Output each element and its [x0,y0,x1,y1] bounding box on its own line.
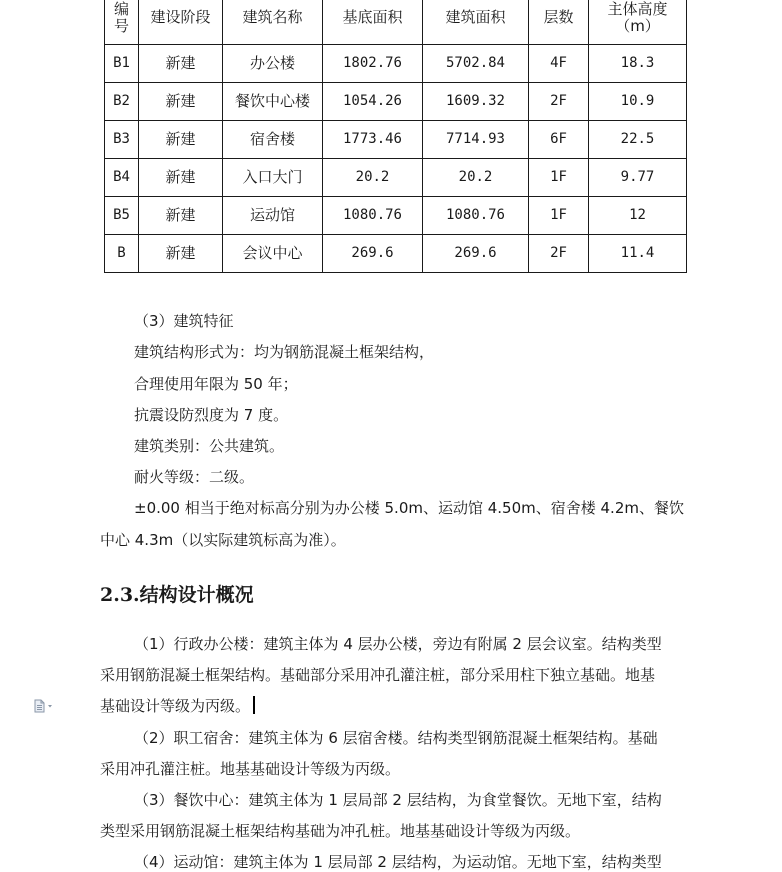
paragraph-line [100,696,255,716]
features-line: 建筑类别：公共建筑。 [134,437,285,455]
cell-id: B1 [105,45,139,83]
header-id-top: 编 [113,0,129,18]
table-row [105,83,687,121]
cell-stage: 新建 [139,121,223,159]
cell-height: 11.4 [589,235,687,273]
building-table [104,0,687,273]
cell-base-area: 1080.76 [323,197,423,235]
table-row [105,121,687,159]
paragraph-line: 类型采用钢筋混凝土框架结构基础为冲孔桩。地基基础设计等级为丙级。 [100,822,581,840]
paste-options-button[interactable] [33,698,55,712]
table-row [105,159,687,197]
cell-stage: 新建 [139,197,223,235]
header-id-bottom: 号 [113,16,129,35]
cell-base-area: 1054.26 [323,83,423,121]
cell-floors: 1F [529,197,589,235]
cell-base-area: 1802.76 [323,45,423,83]
cell-floors: 4F [529,45,589,83]
cell-floors: 2F [529,235,589,273]
cell-name: 宿舍楼 [223,121,323,159]
table-row [105,235,687,273]
cell-floor-area: 1609.32 [423,83,529,121]
section-heading: 2.3.结构设计概况 [100,584,254,606]
header-height-bottom: （m） [615,16,660,35]
cell-id: B2 [105,83,139,121]
cell-height: 9.77 [589,159,687,197]
cell-height: 18.3 [589,45,687,83]
paragraph-line: （2）职工宿舍：建筑主体为 6 层宿舍楼。结构类型钢筋混凝土框架结构。基础 [134,729,658,747]
features-subtitle: （3）建筑特征 [134,312,234,330]
cell-floor-area: 20.2 [423,159,529,197]
header-name: 建筑名称 [223,0,323,45]
cell-name: 运动馆 [223,197,323,235]
features-line: 建筑结构形式为：均为钢筋混凝土框架结构， [134,343,435,361]
paragraph-line: （4）运动馆：建筑主体为 1 层局部 2 层结构，为运动馆。无地下室，结构类型 [134,853,662,871]
cell-base-area: 269.6 [323,235,423,273]
header-floor-area: 建筑面积 [423,0,529,45]
document-icon [33,699,55,713]
cell-name: 餐饮中心楼 [223,83,323,121]
cell-stage: 新建 [139,159,223,197]
cell-stage: 新建 [139,235,223,273]
cell-height: 10.9 [589,83,687,121]
features-line: ±0.00 相当于绝对标高分别为办公楼 5.0m、运动馆 4.50m、宿舍楼 4.2m、餐饮 [134,499,684,517]
cell-floor-area: 5702.84 [423,45,529,83]
cell-floor-area: 1080.76 [423,197,529,235]
cell-name: 办公楼 [223,45,323,83]
table-row [105,197,687,235]
paragraph-line: 采用钢筋混凝土框架结构。基础部分采用冲孔灌注桩，部分采用柱下独立基础。地基 [100,666,656,684]
cell-floor-area: 7714.93 [423,121,529,159]
features-line: 抗震设防烈度为 7 度。 [134,406,289,424]
cell-name: 入口大门 [223,159,323,197]
cell-id: B5 [105,197,139,235]
header-height-top: 主体高度 [607,0,668,18]
cell-id: B4 [105,159,139,197]
cell-floors: 2F [529,83,589,121]
header-stage: 建设阶段 [139,0,223,45]
features-line: 合理使用年限为 50 年； [134,375,298,393]
features-line: 中心 4.3m（以实际建筑标高为准）。 [100,531,346,549]
paragraph-line: （1）行政办公楼：建筑主体为 4 层办公楼，旁边有附属 2 层会议室。结构类型 [134,635,662,653]
dropdown-arrow-icon [48,705,52,708]
cell-base-area: 20.2 [323,159,423,197]
header-id [105,0,139,45]
paragraph-line-text: 基础设计等级为丙级。 [100,697,251,715]
cell-stage: 新建 [139,45,223,83]
table-row [105,45,687,83]
header-base-area: 基底面积 [323,0,423,45]
paragraph-line: 采用冲孔灌注桩。地基基础设计等级为丙级。 [100,760,401,778]
table-header-row [105,0,687,45]
cell-height: 22.5 [589,121,687,159]
header-floors: 层数 [529,0,589,45]
cell-stage: 新建 [139,83,223,121]
cell-floor-area: 269.6 [423,235,529,273]
cell-id: B3 [105,121,139,159]
cell-floors: 1F [529,159,589,197]
cell-floors: 6F [529,121,589,159]
features-line: 耐火等级：二级。 [134,468,255,486]
cell-base-area: 1773.46 [323,121,423,159]
paragraph-line: （3）餐饮中心：建筑主体为 1 层局部 2 层结构，为食堂餐饮。无地下室，结构 [134,791,662,809]
cell-id: B [105,235,139,273]
cell-height: 12 [589,197,687,235]
header-height [589,0,687,45]
text-cursor [253,696,255,714]
cell-name: 会议中心 [223,235,323,273]
